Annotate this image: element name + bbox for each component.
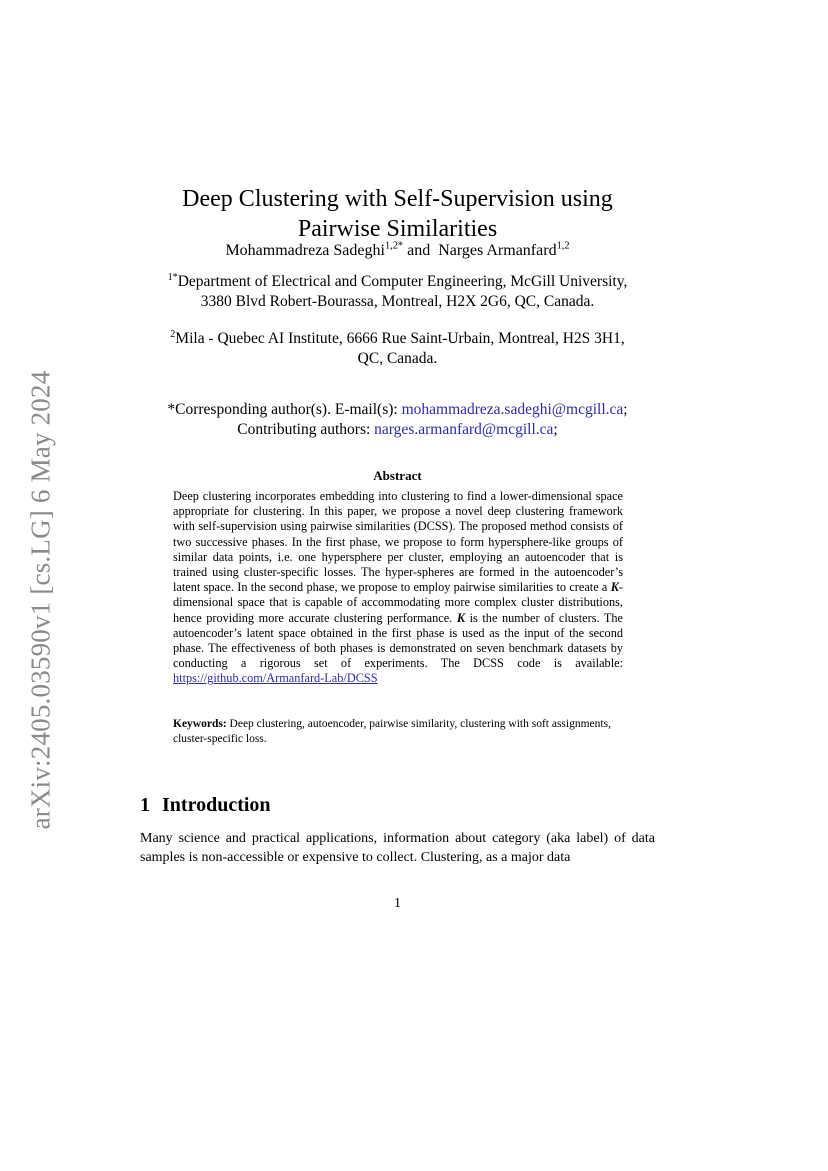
affiliation — [160, 272, 635, 312]
corresponding-email-link[interactable]: mohammadreza.sadeghi@mcgill.ca — [401, 401, 624, 418]
section-heading — [140, 794, 271, 817]
keywords — [173, 717, 623, 747]
arxiv-identifier-text: arXiv:2405.03590v1 [cs.LG] 6 May 2024 — [25, 370, 56, 830]
keywords-label: Keywords: — [173, 718, 227, 730]
abstract-text: -dimensional space that is capable of accommodating more complex cluster distributions, hence providing more accurate clustering performance. — [173, 580, 623, 625]
author-list — [140, 241, 655, 261]
author-name: Mohammadreza Sadeghi — [225, 242, 385, 259]
page-number: 1 — [394, 896, 401, 911]
section-title: Introduction — [162, 794, 271, 816]
contributing-email-link[interactable]: narges.armanfard@mcgill.ca — [374, 421, 554, 438]
abstract-text: Deep clustering incorporates embedding into clustering to find a lower-dimensional space appropriate for clustering. In this paper, we propose a novel deep clustering framework with self-supervision using pairwise similarities (DCSS). The proposed method consists of two successive phases. In the first phase, we propose to form hypersphere-like groups of similar data points, i.e. one hypersphere per cluster, employing an autoencoder that is trained using cluster-specific losses. The hyper-spheres are formed in the autoencoder’s latent space. In the second phase, we propose to employ pairwise similarities to create a — [173, 489, 623, 595]
authors-conjunction: and — [407, 242, 431, 259]
affiliation-text: Mila - Quebec AI Institute, 6666 Rue Saint-Urbain, Montreal, H2S 3H1, QC, Canada. — [175, 330, 625, 367]
separator: ; — [623, 401, 628, 418]
contributing-authors-label: Contributing authors: — [237, 421, 371, 438]
corresponding-author-line — [140, 400, 655, 420]
author-affiliation-mark: 1,2 — [556, 240, 570, 252]
correspondence-block — [140, 400, 655, 440]
corresponding-author-label: *Corresponding author(s). E-mail(s): — [167, 401, 398, 418]
abstract-text: is the number of clusters. The autoencoder’s latent space obtained in the first phase is used as the input of the second phase. The effectiveness of both phases is demonstrated on seven benchmark datasets by conducting a rigorous set of experiments. The DCSS code is available: — [173, 610, 624, 671]
code-repository-link[interactable]: https://github.com/Armanfard-Lab/DCSS — [173, 671, 378, 686]
section-number: 1 — [140, 794, 150, 816]
affiliation-mark: 2 — [170, 328, 176, 340]
affiliation-mark: 1* — [167, 271, 178, 283]
section-body-text: Many science and practical applications, information about category (aka label) of data samples is non-accessible or expensive to collect. Clustering, as a major data — [140, 831, 655, 865]
author-name: Narges Armanfard — [438, 242, 557, 259]
author-affiliation-mark: 1,2* — [384, 240, 404, 252]
keywords-text: Deep clustering, autoencoder, pairwise similarity, clustering with soft assignments, cluster-specific loss. — [173, 718, 611, 745]
math-symbol-k: K — [456, 610, 466, 625]
affiliation — [160, 329, 635, 369]
abstract-body — [173, 489, 623, 687]
math-symbol-k: K — [610, 580, 619, 595]
abstract-heading: Abstract — [373, 468, 422, 483]
separator: ; — [553, 421, 558, 438]
affiliation-text: Department of Electrical and Computer Engineering, McGill University, 3380 Blvd Robert-Bourassa, Montreal, H2X 2G6, QC, Canada. — [177, 273, 628, 310]
paper-title: Deep Clustering with Self-Supervision using Pairwise Similarities — [182, 186, 613, 242]
arxiv-identifier-stamp — [25, 360, 56, 840]
contributing-authors-line — [140, 420, 655, 440]
